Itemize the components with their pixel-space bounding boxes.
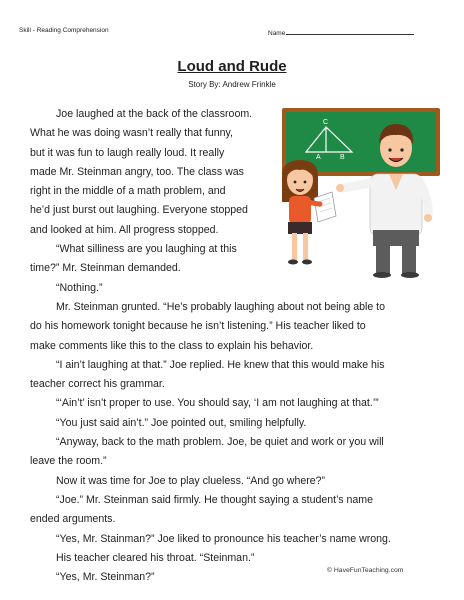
story-line: “You just said ain’t.” Joe pointed out, smiling helpfully. xyxy=(56,416,307,429)
story-line: “Yes, Mr. Steinman?” xyxy=(56,571,155,584)
board-label-c: C xyxy=(323,119,329,126)
skill-label: Skill - Reading Comprehension xyxy=(19,27,109,34)
story-title: Loud and Rude xyxy=(177,58,287,75)
board-label-a: A xyxy=(316,154,321,161)
story-line: do his homework tonight because he isn’t listening.” His teacher liked to xyxy=(30,320,366,333)
name-label: Name xyxy=(268,30,286,37)
story-line: but it was fun to laugh really loud. It really xyxy=(30,146,225,159)
name-blank-line[interactable] xyxy=(286,27,414,35)
story-line: make comments like this to the class to explain his behavior. xyxy=(30,339,314,352)
name-field[interactable] xyxy=(268,27,414,37)
story-line: “Joe.” Mr. Steinman said firmly. He thought saying a student’s name xyxy=(56,493,373,506)
story-line: Mr. Steinman grunted. “He’s probably laughing about not being able to xyxy=(56,300,386,313)
story-line: “What silliness are you laughing at this xyxy=(56,243,237,256)
story-line: right in the middle of a math problem, and xyxy=(30,185,226,198)
story-line: and looked at him. All progress stopped. xyxy=(30,223,219,236)
story-line: made Mr. Steinman angry, too. The class was xyxy=(30,165,244,178)
story-line: teacher correct his grammar. xyxy=(30,378,165,391)
story-line: Now it was time for Joe to play clueless. “And go where?” xyxy=(56,474,326,487)
board-label-b: B xyxy=(340,154,345,161)
story-line: Joe laughed at the back of the classroom. xyxy=(56,108,253,120)
story-line: ended arguments. xyxy=(30,513,116,526)
story-line: “Yes, Mr. Stainman?” Joe liked to pronounce his teacher’s name wrong. xyxy=(56,532,391,545)
story-line: What he was doing wasn’t really that funny, xyxy=(30,127,233,140)
story-line: “Anyway, back to the math problem. Joe, be quiet and work or you will xyxy=(56,436,384,449)
story-byline: Story By: Andrew Frinkle xyxy=(188,80,276,89)
copyright-footer: © HaveFunTeaching.com xyxy=(327,567,404,574)
story-line: time?” Mr. Steinman demanded. xyxy=(30,262,181,275)
teacher-student-illustration xyxy=(278,100,443,278)
story-line: “I ain’t laughing at that.” Joe replied. He knew that this would make his xyxy=(56,358,385,371)
story-line: he’d just burst out laughing. Everyone stopped xyxy=(30,204,248,217)
story-line: leave the room.” xyxy=(30,455,107,468)
story-line: His teacher cleared his throat. “Steinman.” xyxy=(56,551,255,564)
story-line: “‘Ain’t’ isn’t proper to use. You should say, ‘I am not laughing at that.’” xyxy=(56,397,379,410)
story-line: “Nothing.” xyxy=(56,281,103,294)
